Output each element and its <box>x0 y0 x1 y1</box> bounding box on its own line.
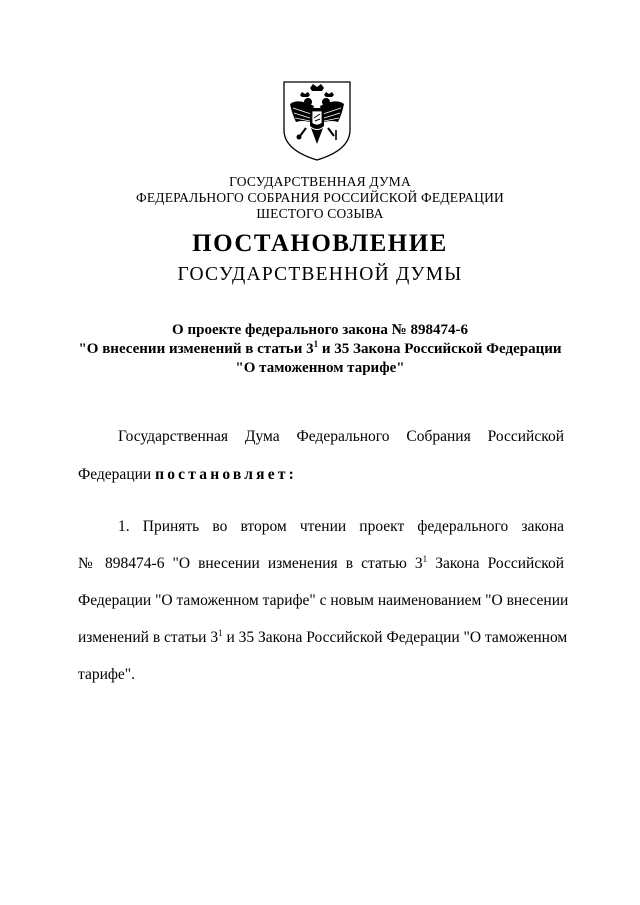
preamble-line-1: Государственная Дума Федерального Собрания Российской <box>118 428 564 445</box>
org-line-2: ФЕДЕРАЛЬНОГО СОБРАНИЯ РОССИЙСКОЙ ФЕДЕРАЦИИ <box>136 190 504 205</box>
item1-line-3: Федерации "О таможенном тарифе" с новым наименованием "О внесении <box>78 592 569 609</box>
item1-line-2 <box>78 555 564 573</box>
item1-line-2-superscript: 1 <box>422 554 428 564</box>
org-line-3: ШЕСТОГО СОЗЫВА <box>256 206 384 221</box>
item1-line-5: тарифе". <box>78 666 136 683</box>
org-line-1: ГОСУДАРСТВЕННАЯ ДУМА <box>229 174 411 189</box>
item1-line-4-b: и 35 Закона Российской Федерации "О таможенном <box>222 629 568 646</box>
preamble-line-2 <box>78 466 564 484</box>
document-type-title: ПОСТАНОВЛЕНИЕ <box>192 230 448 257</box>
item1-line-2-b: Закона Российской <box>427 555 565 572</box>
subject-line-1: О проекте федерального закона № 898474-6 <box>172 322 468 338</box>
item1-line-2-a: № 898474-6 "О внесении изменения в статью 3 <box>78 555 423 572</box>
subject-line-2-b: и 35 Закона Российской Федерации <box>318 341 562 357</box>
item1-line-1: 1. Принять во втором чтении проект федерального закона <box>118 518 564 535</box>
subject-superscript: 1 <box>313 339 319 349</box>
decree-word: постановляет: <box>155 466 297 483</box>
coat-of-arms-icon <box>280 78 354 162</box>
document-issuer: ГОСУДАРСТВЕННОЙ ДУМЫ <box>177 264 463 285</box>
item1-line-4 <box>78 628 568 647</box>
subject-line-3: "О таможенном тарифе" <box>235 360 405 376</box>
preamble-line-2-a: Федерации <box>78 466 156 483</box>
item1-line-4-superscript: 1 <box>218 628 223 638</box>
subject-line-2 <box>0 340 640 359</box>
subject-line-2-a: "О внесении изменений в статьи 3 <box>78 341 314 357</box>
item1-line-4-a: изменений в статьи 3 <box>78 629 219 646</box>
